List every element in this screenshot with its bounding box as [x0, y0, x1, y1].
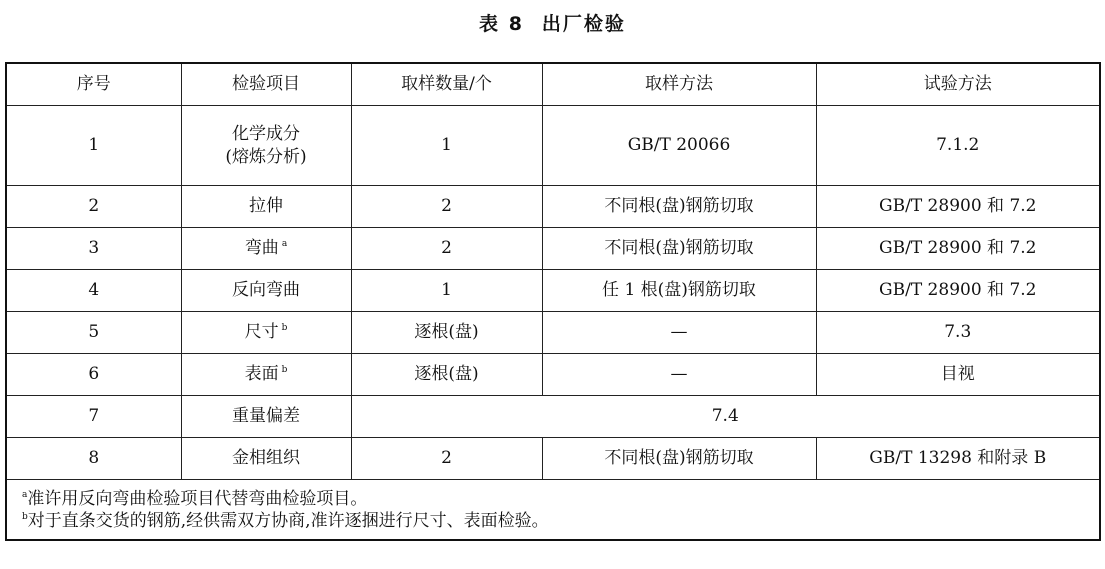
- table-row: [6, 228, 1100, 270]
- table-title: [0, 9, 1105, 36]
- cell-qty: 2: [351, 186, 542, 228]
- cell-item: 重量偏差: [181, 396, 351, 438]
- cell-no: 8: [6, 438, 181, 480]
- footnote-b: [19, 510, 1089, 532]
- cell-qty: 2: [351, 438, 542, 480]
- cell-item: [181, 354, 351, 396]
- cell-item: 金相组织: [181, 438, 351, 480]
- footnote-mark: b: [281, 365, 288, 376]
- header-qty: 取样数量/个: [351, 63, 542, 106]
- footnote-b-text: 对于直条交货的钢筋,经供需双方协商,准许逐捆进行尺寸、表面检验。: [27, 511, 549, 532]
- cell-item: [181, 106, 351, 186]
- footnote-mark: b: [281, 323, 288, 334]
- footnote-mark: a: [281, 239, 288, 250]
- cell-item: [181, 228, 351, 270]
- cell-qty: 逐根(盘): [351, 312, 542, 354]
- cell-test: 目视: [816, 354, 1100, 396]
- cell-test: GB/T 13298 和附录 B: [816, 438, 1100, 480]
- table-notes: [6, 480, 1100, 541]
- cell-item: 反向弯曲: [181, 270, 351, 312]
- cell-item-text: 尺寸: [244, 322, 279, 343]
- cell-no: 3: [6, 228, 181, 270]
- cell-test: 7.1.2: [816, 106, 1100, 186]
- table-row: [6, 312, 1100, 354]
- cell-no: 1: [6, 106, 181, 186]
- cell-no: 6: [6, 354, 181, 396]
- cell-item-text: 弯曲: [244, 238, 279, 259]
- header-sampling: 取样方法: [542, 63, 816, 106]
- table-row: [6, 106, 1100, 186]
- table-row: [6, 354, 1100, 396]
- cell-no: 4: [6, 270, 181, 312]
- cell-sampling: GB/T 20066: [542, 106, 816, 186]
- cell-no: 5: [6, 312, 181, 354]
- cell-qty: 2: [351, 228, 542, 270]
- cell-item-text: 表面: [244, 364, 279, 385]
- cell-qty: 1: [351, 106, 542, 186]
- table-title-name: 出厂检验: [541, 13, 626, 35]
- cell-item: [181, 312, 351, 354]
- header-test: 试验方法: [816, 63, 1100, 106]
- cell-sampling: —: [542, 312, 816, 354]
- table-row: [6, 438, 1100, 480]
- footnote-a-mark: a: [22, 490, 28, 500]
- cell-test: GB/T 28900 和 7.2: [816, 186, 1100, 228]
- table-notes-row: [6, 480, 1100, 541]
- cell-sampling: 任 1 根(盘)钢筋切取: [542, 270, 816, 312]
- cell-item-line2: (熔炼分析): [225, 146, 307, 167]
- cell-test: GB/T 28900 和 7.2: [816, 228, 1100, 270]
- cell-qty: 1: [351, 270, 542, 312]
- cell-no: 2: [6, 186, 181, 228]
- header-no: 序号: [6, 63, 181, 106]
- table-title-number: 8: [508, 13, 524, 35]
- cell-item-line1: 化学成分: [232, 124, 300, 145]
- table-title-label: 表: [479, 13, 501, 35]
- table-row: [6, 270, 1100, 312]
- cell-sampling: 不同根(盘)钢筋切取: [542, 186, 816, 228]
- footnote-a-text: 准许用反向弯曲检验项目代替弯曲检验项目。: [27, 489, 368, 509]
- cell-no: 7: [6, 396, 181, 438]
- cell-test: 7.3: [816, 312, 1100, 354]
- header-item: 检验项目: [181, 63, 351, 106]
- table-row: [6, 396, 1100, 438]
- footnote-a: [19, 488, 1089, 510]
- cell-qty: 逐根(盘): [351, 354, 542, 396]
- table-row: [6, 186, 1100, 228]
- cell-sampling: 不同根(盘)钢筋切取: [542, 228, 816, 270]
- footnote-b-mark: b: [22, 512, 28, 523]
- cell-merged-method: 7.4: [351, 396, 1100, 438]
- table-header-row: [6, 63, 1100, 106]
- cell-item: 拉伸: [181, 186, 351, 228]
- inspection-table: [5, 62, 1101, 541]
- cell-sampling: —: [542, 354, 816, 396]
- cell-test: GB/T 28900 和 7.2: [816, 270, 1100, 312]
- cell-sampling: 不同根(盘)钢筋切取: [542, 438, 816, 480]
